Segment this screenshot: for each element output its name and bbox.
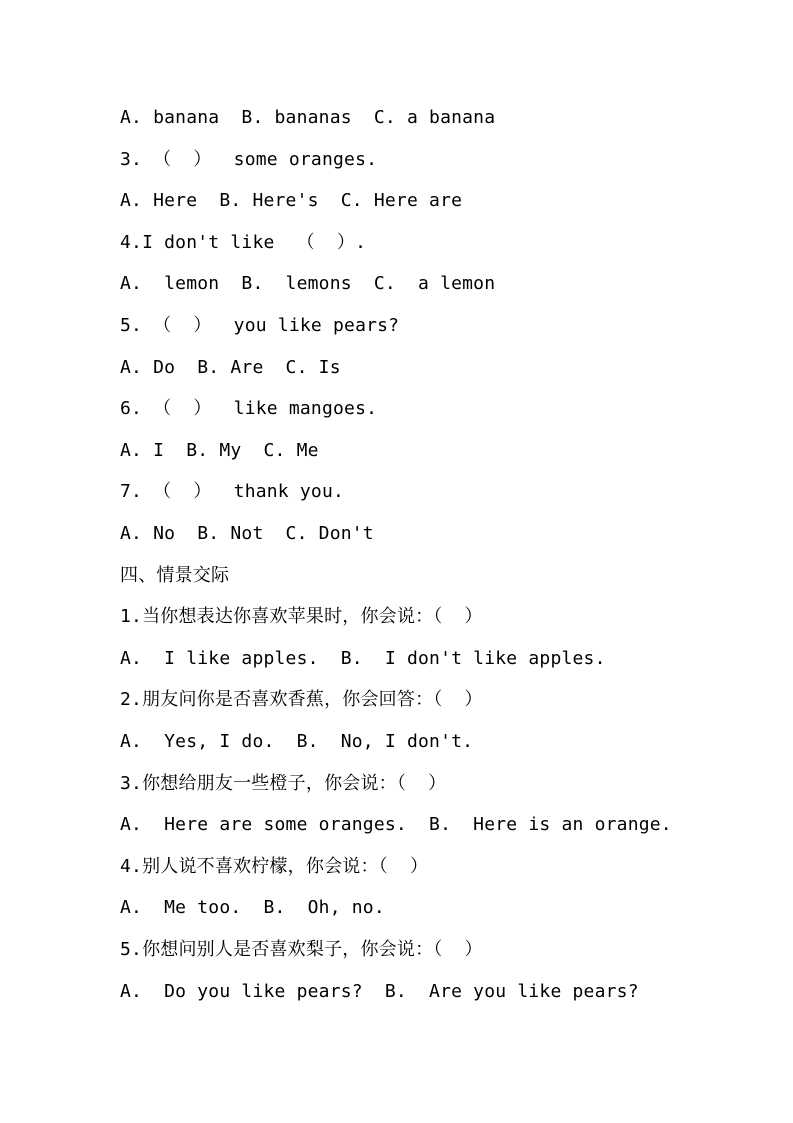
s5-question: 5.你想问别人是否喜欢梨子，你会说：（ ） bbox=[120, 939, 483, 960]
q5-question: 5. （ ） you like pears? bbox=[120, 315, 400, 336]
q7-options: A. No B. Not C. Don't bbox=[120, 523, 374, 544]
q4-question: 4.I don't like （ ）. bbox=[120, 232, 367, 253]
q6-question: 6. （ ） like mangoes. bbox=[120, 398, 378, 419]
q2-options: A. banana B. bananas C. a banana bbox=[120, 107, 496, 128]
q3-question: 3. （ ） some oranges. bbox=[120, 149, 378, 170]
q6-options: A. I B. My C. Me bbox=[120, 440, 319, 461]
q5-options: A. Do B. Are C. Is bbox=[120, 357, 341, 378]
s2-question: 2.朋友问你是否喜欢香蕉，你会回答：（ ） bbox=[120, 689, 483, 710]
s5-options: A. Do you like pears? B. Are you like pears? bbox=[120, 981, 639, 1002]
s3-options: A. Here are some oranges. B. Here is an orange. bbox=[120, 814, 672, 835]
s3-question: 3.你想给朋友一些橙子，你会说：（ ） bbox=[120, 773, 447, 794]
s1-question: 1.当你想表达你喜欢苹果时，你会说：（ ） bbox=[120, 606, 483, 627]
s4-question: 4.别人说不喜欢柠檬，你会说：（ ） bbox=[120, 856, 429, 877]
section-heading: 四、情景交际 bbox=[120, 565, 230, 586]
q7-question: 7. （ ） thank you. bbox=[120, 481, 345, 502]
s2-options: A. Yes, I do. B. No, I don't. bbox=[120, 731, 474, 752]
q3-options: A. Here B. Here's C. Here are bbox=[120, 190, 463, 211]
s4-options: A. Me too. B. Oh, no. bbox=[120, 897, 385, 918]
s1-options: A. I like apples. B. I don't like apples. bbox=[120, 648, 606, 669]
q4-options: A. lemon B. lemons C. a lemon bbox=[120, 273, 496, 294]
